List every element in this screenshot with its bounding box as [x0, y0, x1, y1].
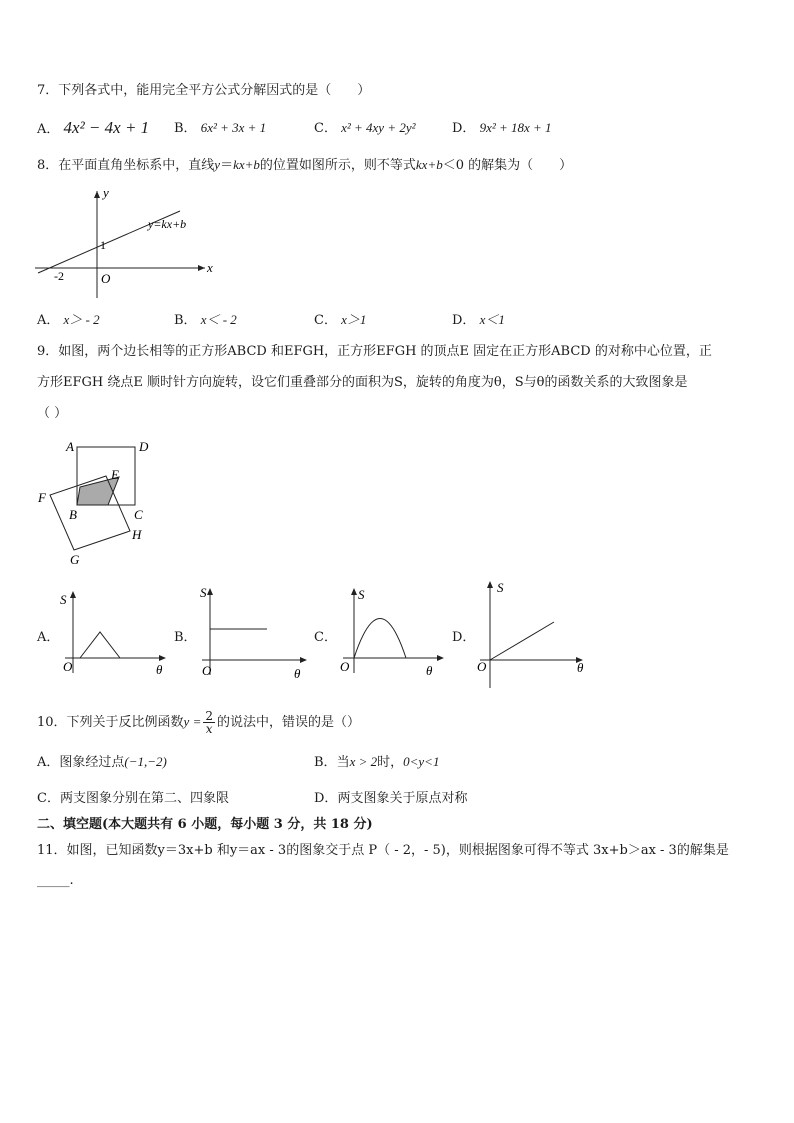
q8-coordinate-graph: [30, 183, 220, 303]
q9-option-c-label[interactable]: C．: [314, 630, 337, 645]
q8-stem: [37, 156, 572, 175]
y-axis-arrow: [94, 191, 100, 198]
q9-stem-line1: 9．如图，两个边长相等的正方形ABCD 和EFGH，正方形EFGH 的顶点E 固定在正方形ABCD 的对称中心位置，正: [37, 344, 712, 359]
option-text: 两支图象关于原点对称: [337, 791, 468, 806]
option-expr: x＜1: [479, 312, 505, 327]
q10-stem: [37, 710, 360, 735]
option-label: B．: [174, 121, 197, 136]
option-expr: x > 2: [349, 754, 378, 769]
q10-stem-part: 的说法中，错误的是（）: [216, 715, 360, 730]
x-intercept-label: -2: [54, 269, 64, 283]
q7-stem: 7．下列各式中，能用完全平方公式分解因式的是（ ）: [37, 83, 371, 98]
s-axis-arrow: [207, 588, 213, 595]
q9-stem-line2: 方形EFGH 绕点E 顺时针方向旋转，设它们重叠部分的面积为S，旋转的角度为θ，S与θ的函数关系的大致图象是: [37, 375, 688, 390]
theta-axis-arrow: [437, 655, 444, 661]
option-expr: 0<y<1: [403, 754, 440, 769]
option-label: B．: [314, 755, 337, 770]
s-axis-arrow: [351, 588, 357, 595]
q10-fraction: [203, 710, 215, 735]
option-expr: 4x² − 4x + 1: [63, 118, 150, 137]
q8-stem-math: kx+b: [233, 157, 260, 172]
q9-squares-figure: [30, 435, 160, 570]
q7-option-d[interactable]: [452, 119, 552, 138]
fraction-numerator: 2: [205, 709, 213, 723]
s-label: S: [497, 580, 504, 595]
q11-answer-blank[interactable]: _____.: [37, 873, 74, 888]
q8-stem-math: y: [214, 157, 221, 172]
fraction-denominator: x: [205, 722, 213, 736]
theta-label: θ: [426, 663, 433, 678]
q8-stem-part: ＜0 的解集为（ ）: [442, 158, 573, 173]
option-expr: x＞1: [341, 312, 367, 327]
option-expr: x² + 4xy + 2y²: [341, 120, 416, 135]
q8-option-b[interactable]: [174, 311, 237, 330]
q10-option-c[interactable]: [37, 790, 229, 808]
option-expr: 9x² + 18x + 1: [479, 120, 552, 135]
q10-option-b[interactable]: [314, 753, 439, 772]
label-g: G: [70, 552, 80, 567]
option-label: C．: [37, 791, 60, 806]
theta-axis-arrow: [300, 657, 307, 663]
q10-option-a[interactable]: [37, 753, 167, 772]
s-label: S: [358, 587, 365, 602]
o-label: O: [202, 663, 212, 678]
label-f: F: [38, 490, 46, 505]
q8-option-d[interactable]: [452, 311, 505, 330]
q8-option-c[interactable]: [314, 311, 366, 330]
q10-option-d[interactable]: [314, 790, 467, 808]
q8-stem-part: ＝: [220, 158, 234, 173]
q8-stem-part: 8．在平面直角坐标系中，直线: [37, 158, 215, 173]
label-d: D: [139, 439, 149, 454]
curve-triangle: [80, 632, 120, 658]
x-axis-label: x: [207, 260, 213, 275]
option-label: D．: [314, 791, 338, 806]
o-label: O: [63, 659, 73, 674]
option-label: A．: [37, 122, 60, 137]
q9-option-a-label[interactable]: A．: [37, 630, 60, 645]
theta-label: θ: [294, 666, 301, 681]
s-label: S: [60, 592, 67, 607]
q7-option-a[interactable]: [37, 119, 149, 139]
label-h: H: [132, 527, 142, 542]
q9-option-a-graph[interactable]: [60, 588, 170, 683]
y-intercept-label: 1: [100, 238, 106, 252]
option-expr: 6x² + 3x + 1: [200, 120, 267, 135]
s-axis-arrow: [70, 591, 76, 598]
option-expr: x＞ - 2: [63, 312, 100, 327]
q7-option-c[interactable]: [314, 119, 416, 138]
option-label: D．: [452, 121, 476, 136]
label-a: A: [66, 439, 74, 454]
theta-label: θ: [577, 660, 584, 675]
curve-parabola: [354, 619, 406, 659]
x-axis-arrow: [198, 265, 205, 271]
option-label: A．: [37, 313, 60, 328]
section-title: 二、填空题(本大题共有 6 小题，每小题 3 分，共 18 分): [37, 817, 373, 832]
option-text: 时，: [377, 755, 404, 770]
q9-option-b-graph[interactable]: [197, 585, 312, 685]
q9-option-d-label[interactable]: D．: [452, 630, 476, 645]
curve-linear: [490, 622, 554, 660]
q9-option-c-graph[interactable]: [338, 585, 448, 680]
option-expr: x＜ - 2: [200, 312, 237, 327]
theta-label: θ: [156, 662, 163, 677]
q8-stem-part: 的位置如图所示，则不等式: [259, 158, 416, 173]
option-label: C．: [314, 313, 337, 328]
option-expr: (−1,−2): [124, 754, 167, 769]
o-label: O: [340, 659, 350, 674]
q11-stem-line1: 11．如图，已知函数y＝3x+b 和y＝ax - 3的图象交于点 P（ - 2，- 5)，则根据图象可得不等式 3x+b＞ax - 3的解集是: [37, 843, 729, 858]
label-b: B: [69, 507, 77, 522]
q8-option-a[interactable]: [37, 311, 100, 330]
s-label: S: [200, 585, 207, 600]
option-label: B．: [174, 313, 197, 328]
theta-axis-arrow: [159, 655, 166, 661]
q10-function: y =: [183, 714, 202, 729]
line-label: y=kx+b: [148, 217, 187, 231]
q9-stem-line3: （ ）: [37, 406, 68, 421]
s-axis-arrow: [487, 581, 493, 588]
q10-stem-part: 10．下列关于反比例函数: [37, 715, 184, 730]
q9-option-b-label[interactable]: B．: [174, 630, 197, 645]
y-axis-label: y: [103, 185, 109, 200]
label-e: E: [111, 467, 119, 482]
origin-label: O: [101, 271, 111, 286]
option-label: D．: [452, 313, 476, 328]
option-label: C．: [314, 121, 337, 136]
q7-option-b[interactable]: [174, 119, 266, 138]
option-label: A．: [37, 755, 60, 770]
option-text: 图象经过点: [59, 755, 125, 770]
option-text: 当: [336, 755, 350, 770]
option-text: 两支图象分别在第二、四象限: [59, 791, 229, 806]
q9-option-d-graph[interactable]: [475, 578, 590, 693]
o-label: O: [477, 659, 487, 674]
q8-stem-math: kx+b: [415, 157, 443, 172]
label-c: C: [134, 507, 143, 522]
